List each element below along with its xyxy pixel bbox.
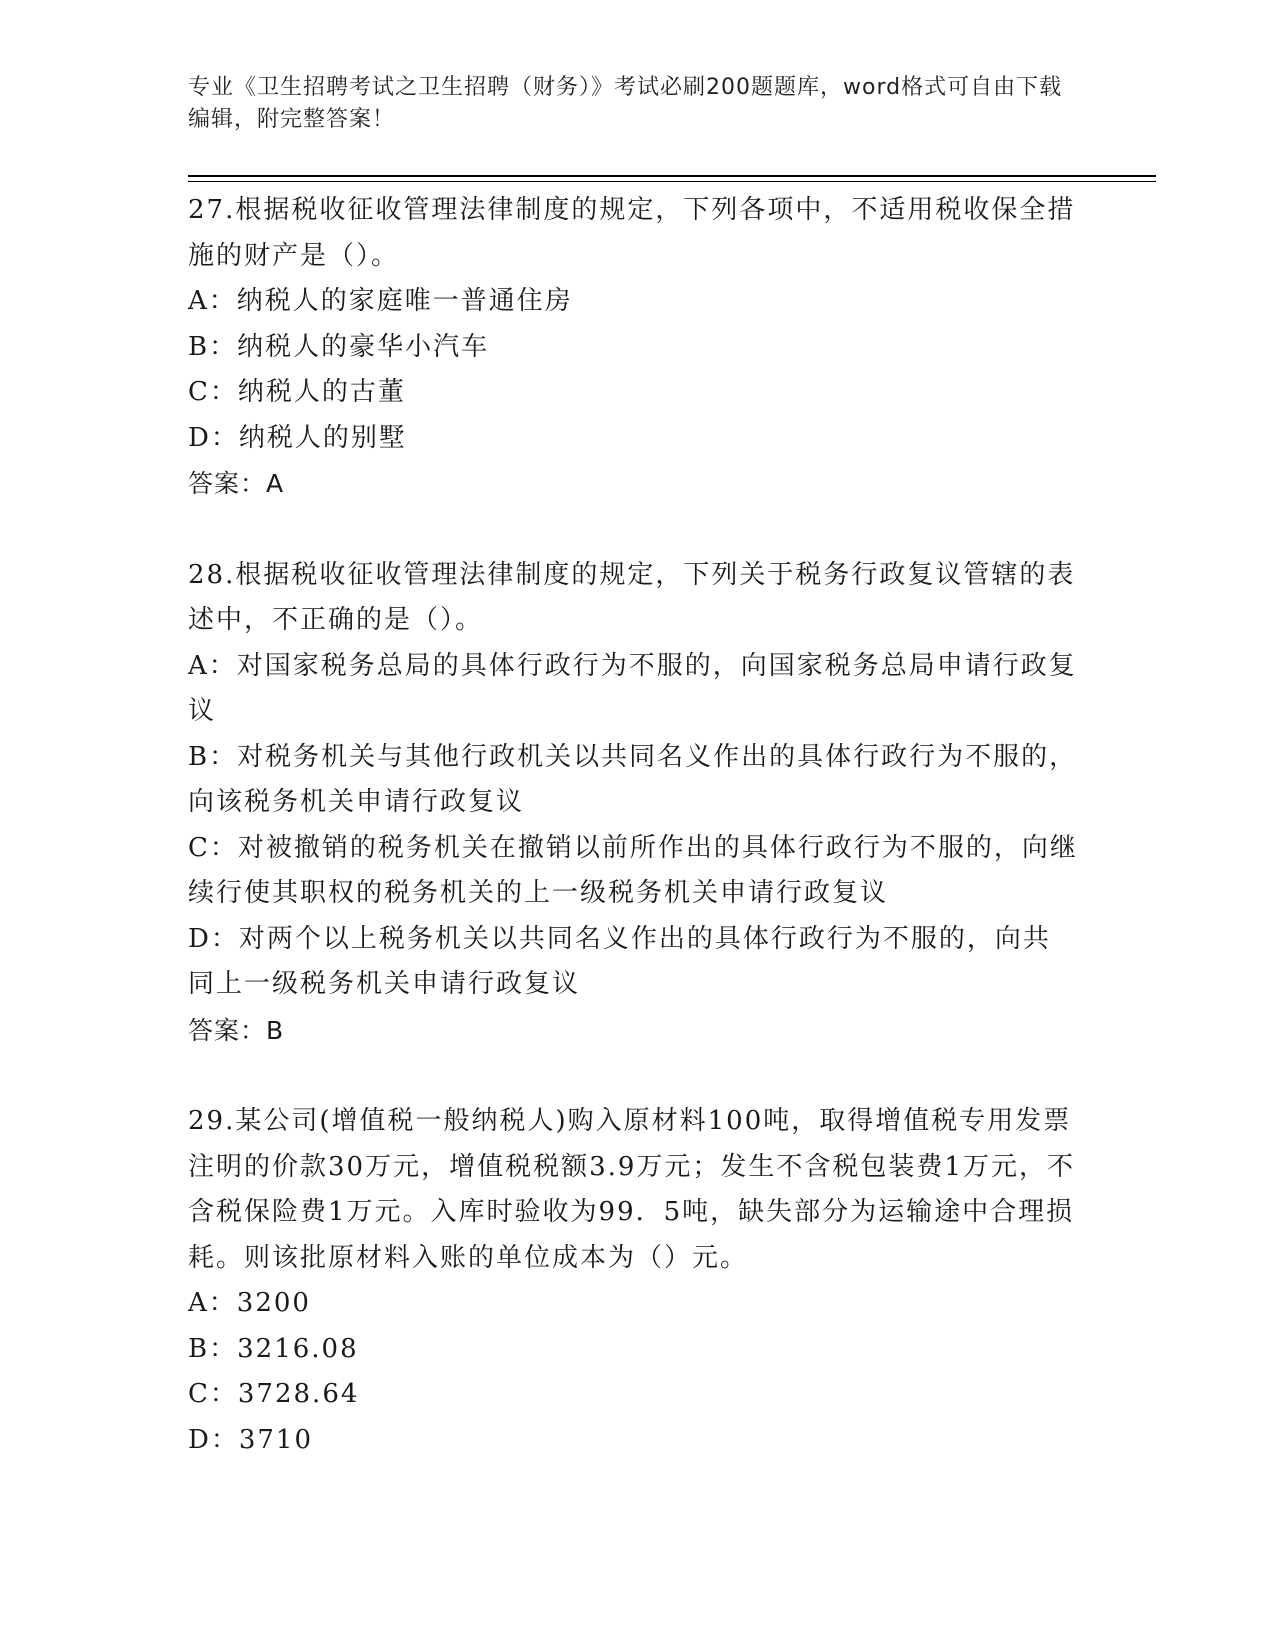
option-a: A：3200 [188, 1288, 311, 1318]
option-a: A：纳税人的家庭唯一普通住房 [188, 286, 573, 316]
option-c: C：对被撤销的税务机关在撤销以前所作出的具体行政行为不服的，向继续行使其职权的税务机关的上一级税务机关申请行政复议 [188, 832, 1078, 908]
question-stem: 28.根据税收征收管理法律制度的规定，下列关于税务行政复议管辖的表述中，不正确的是（）。 [188, 559, 1076, 635]
option-b: B：3216.08 [188, 1333, 359, 1364]
question-27 [188, 188, 1078, 507]
header-divider-thin [188, 181, 1156, 182]
question-29 [188, 1099, 1078, 1463]
header-divider-thick [188, 175, 1156, 177]
option-b: B：纳税人的豪华小汽车 [188, 331, 490, 362]
document-header: 专业《卫生招聘考试之卫生招聘（财务）》考试必刷200题题库，word格式可自由下载编辑，附完整答案！ [188, 75, 1063, 132]
question-list [188, 188, 1078, 1509]
option-b: B：对税务机关与其他行政机关以共同名义作出的具体行政行为不服的，向该税务机关申请行政复议 [188, 741, 1078, 817]
option-a: A：对国家税务总局的具体行政行为不服的，向国家税务总局申请行政复议 [188, 650, 1077, 726]
option-d: D：纳税人的别墅 [188, 422, 407, 453]
answer-line: 答案：A [188, 469, 285, 498]
option-c: C：纳税人的古董 [188, 377, 406, 407]
question-28 [188, 553, 1078, 1054]
option-d: D：3710 [188, 1424, 314, 1455]
question-stem: 27.根据税收征收管理法律制度的规定，下列各项中，不适用税收保全措施的财产是（）。 [188, 195, 1076, 271]
answer-line: 答案：B [188, 1015, 285, 1045]
question-stem: 29.某公司(增值税一般纳税人)购入原材料100吨，取得增值税专用发票注明的价款30万元，增值税税额3.9万元；发生不含税包装费1万元，不含税保险费1万元。入库时验收为99．5吨，缺失部分为运输途中合理损耗。则该批原材料入账的单位成本为（）元。 [188, 1106, 1075, 1273]
option-d: D：对两个以上税务机关以共同名义作出的具体行政行为不服的，向共同上一级税务机关申请行政复议 [188, 923, 1051, 999]
option-c: C：3728.64 [188, 1379, 360, 1409]
